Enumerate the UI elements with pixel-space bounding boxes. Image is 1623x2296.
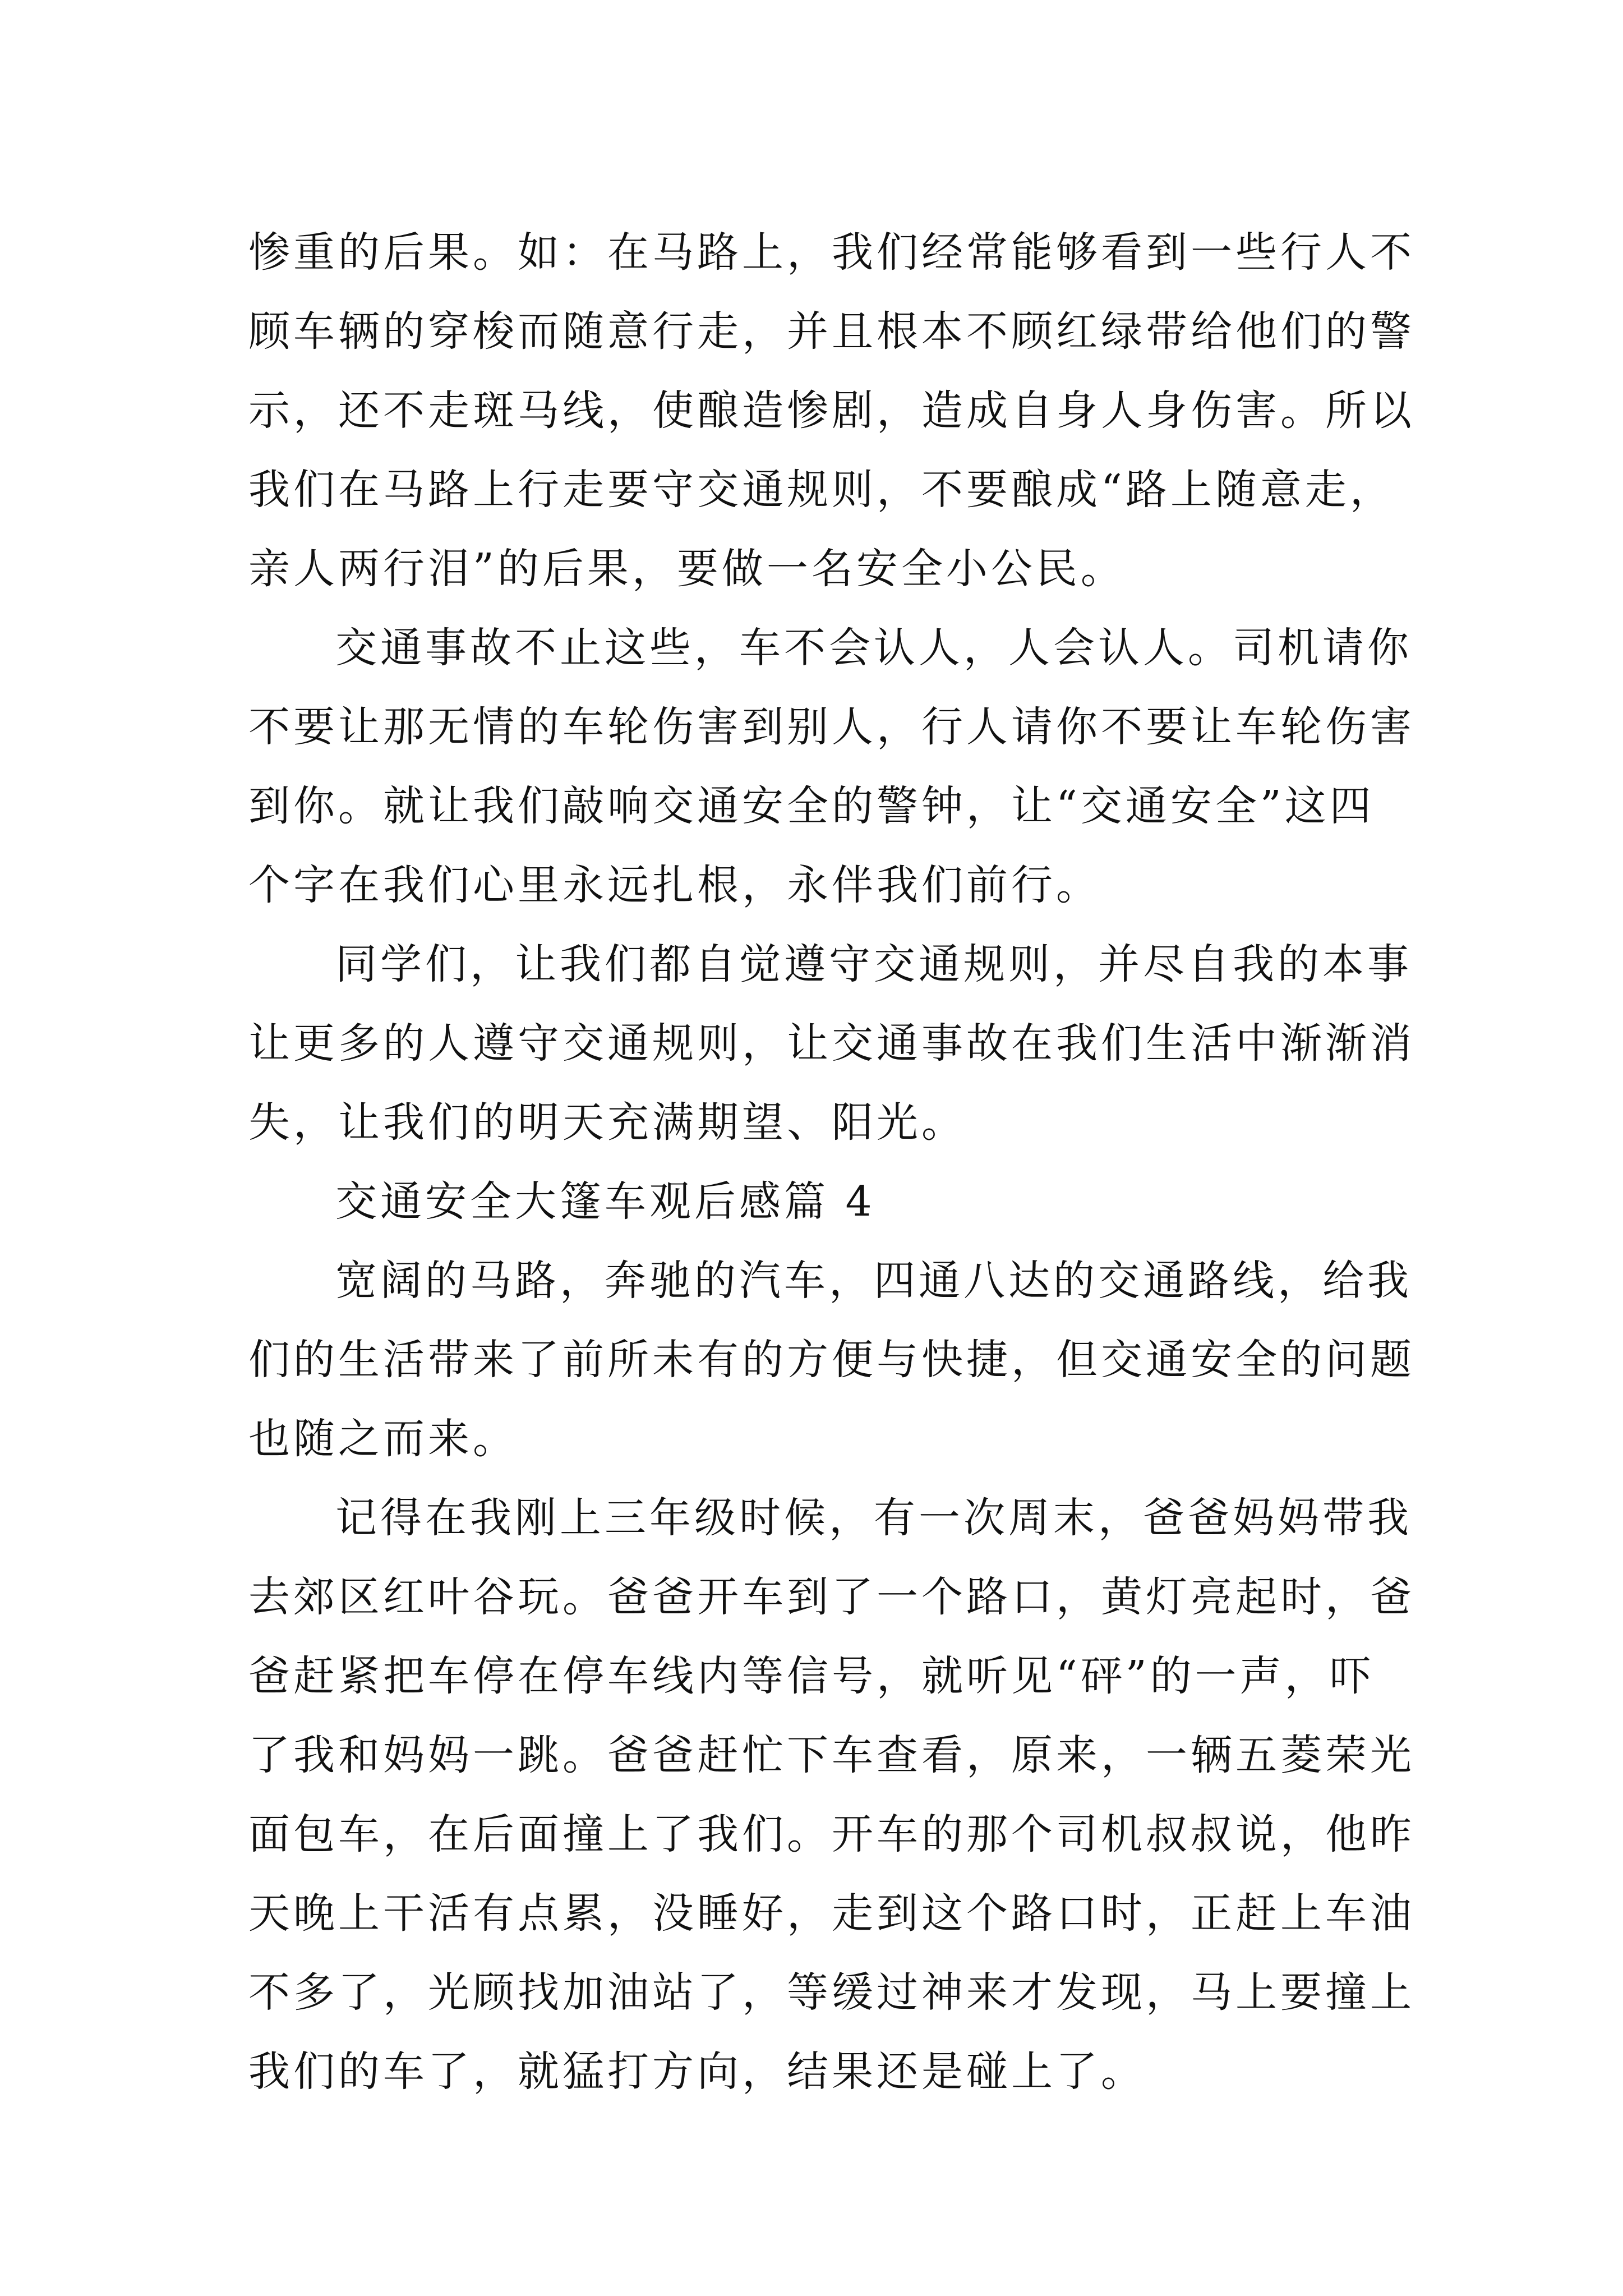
- document-body: [248, 213, 1415, 2111]
- text-line: 宽阔的马路，奔驰的汽车，四通八达的交通路线，给我: [335, 1257, 1412, 1305]
- text-line: 天晚上干活有点累，没睡好，走到这个路口时，正赶上车油: [248, 1889, 1415, 1938]
- text-line: 同学们，让我们都自觉遵守交通规则，并尽自我的本事: [335, 940, 1412, 988]
- text-line: 失，让我们的明天充满期望、阳光。: [248, 1098, 966, 1147]
- text-line: 我们在马路上行走要守交通规则，不要酿成“路上随意走，: [248, 466, 1395, 514]
- text-line: 去郊区红叶谷玩。爸爸开车到了一个路口，黄灯亮起时，爸: [248, 1573, 1415, 1621]
- text-line: 们的生活带来了前所未有的方便与快捷，但交通安全的问题: [248, 1336, 1415, 1384]
- text-line: 惨重的后果。如：在马路上，我们经常能够看到一些行人不: [248, 228, 1415, 277]
- text-line: 让更多的人遵守交通规则，让交通事故在我们生活中渐渐消: [248, 1019, 1415, 1068]
- text-line: 示，还不走斑马线，使酿造惨剧，造成自身人身伤害。所以: [248, 386, 1415, 435]
- text-line: 个字在我们心里永远扎根，永伴我们前行。: [248, 861, 1101, 909]
- text-line: 我们的车了，就猛打方向，结果还是碰上了。: [248, 2047, 1146, 2096]
- text-line: 了我和妈妈一跳。爸爸赶忙下车查看，原来，一辆五菱荣光: [248, 1731, 1415, 1779]
- text-line: 不要让那无情的车轮伤害到别人，行人请你不要让车轮伤害: [248, 703, 1415, 751]
- text-line: 记得在我刚上三年级时候，有一次周末，爸爸妈妈带我: [335, 1494, 1412, 1542]
- text-line: 亲人两行泪”的后果，要做一名安全小公民。: [248, 545, 1126, 593]
- text-line: 爸赶紧把车停在停车线内等信号，就听见“砰”的一声，吓: [248, 1652, 1375, 1700]
- text-line: 不多了，光顾找加油站了，等缓过神来才发现，马上要撞上: [248, 1968, 1415, 2017]
- text-line: 顾车辆的穿梭而随意行走，并且根本不顾红绿带给他们的警: [248, 307, 1415, 356]
- text-line: 面包车，在后面撞上了我们。开车的那个司机叔叔说，他昨: [248, 1810, 1415, 1858]
- text-line: 交通安全大篷车观后感篇 4: [335, 1177, 875, 1226]
- text-line: 到你。就让我们敲响交通安全的警钟，让“交通安全”这四: [248, 782, 1375, 830]
- text-line: 交通事故不止这些，车不会认人，人会认人。司机请你: [335, 624, 1412, 672]
- text-line: 也随之而来。: [248, 1415, 518, 1463]
